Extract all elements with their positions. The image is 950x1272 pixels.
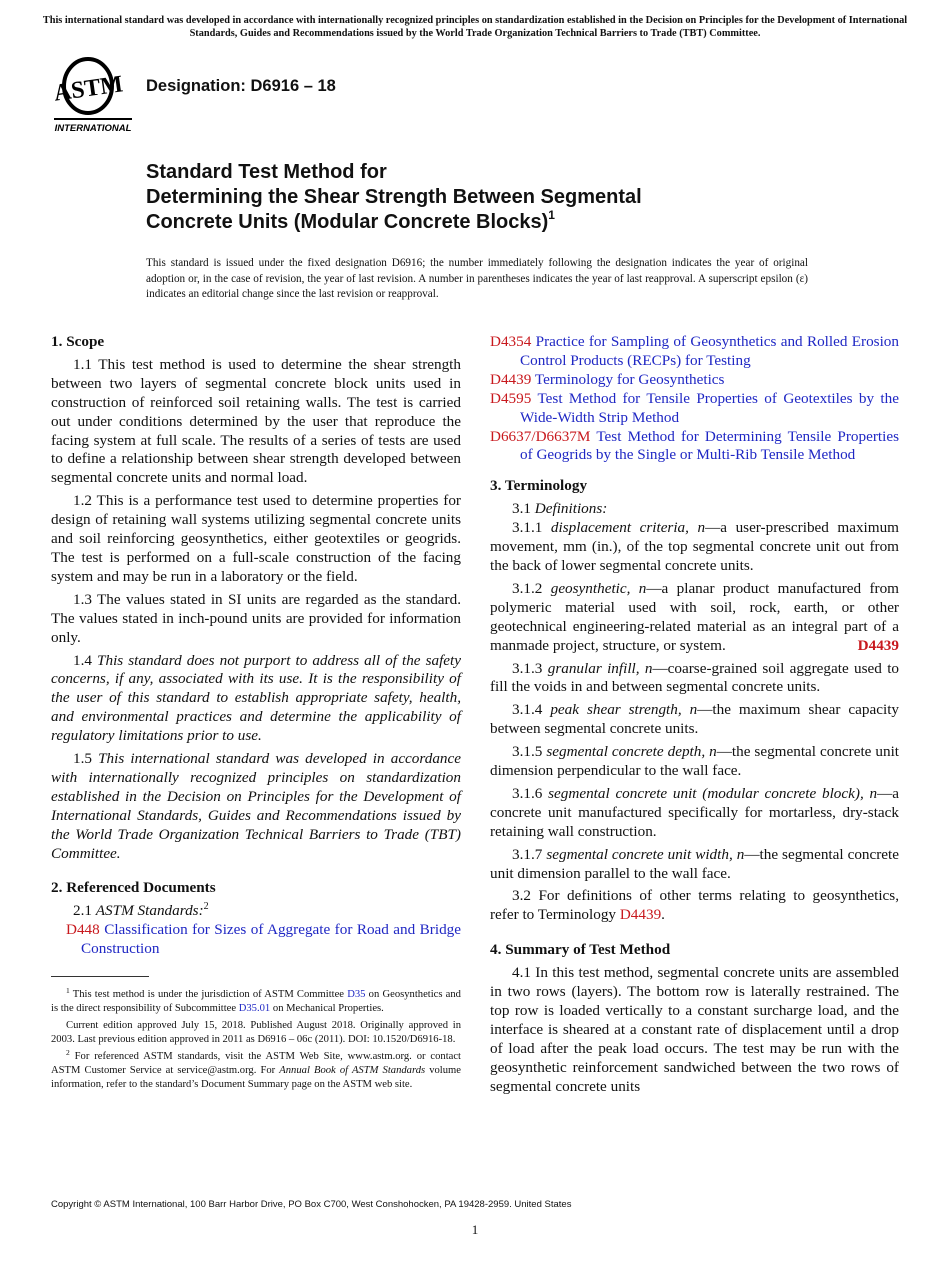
reference-item-d448[interactable] bbox=[51, 921, 461, 959]
terminology-3-2-text: 3.2 For definitions of other terms relating to geosynthetics, refer to Terminology bbox=[490, 887, 899, 924]
definition-num: 3.1.1 bbox=[512, 519, 543, 537]
definition-text: —a user-prescribed maximum movement, mm (in.), of the top segmental concrete unit out from the back of lower segmental concrete units. bbox=[490, 519, 899, 574]
definition-text: —the maximum shear capacity between segmental concrete units. bbox=[490, 701, 900, 738]
definitions-text: Definitions: bbox=[534, 500, 608, 518]
section-summary-heading: 4. Summary of Test Method bbox=[490, 941, 671, 959]
footnote-1 bbox=[51, 988, 461, 1016]
definition-term: geosynthetic, n bbox=[550, 579, 647, 597]
footnotes bbox=[51, 988, 461, 1095]
scope-1-4-text: This standard does not purport to address all of the safety concerns, if any, associated with its use. It is the responsibility of the user of this standard to establish appropriate safety, health, and environmental practices and determine the applicability of regulatory limitations prior to use. bbox=[51, 651, 462, 745]
svg-text:ASTM: ASTM bbox=[52, 71, 125, 107]
definition-text: —a planar product manufactured from polymeric material used with soil, rock, earth, or other geotechnical engineering-related material as an integral part of a manmade project, structure, or system. bbox=[490, 579, 899, 654]
definition-term: granular infill, n bbox=[547, 659, 653, 677]
definition-term: segmental concrete unit (modular concrete block), n bbox=[548, 784, 878, 802]
terminology-3-2-end: . bbox=[661, 906, 665, 924]
definition-item bbox=[490, 701, 899, 739]
definition-term: displacement criteria, n bbox=[550, 519, 706, 537]
definition-num: 3.1.4 bbox=[512, 701, 543, 719]
footnote-1-text-c: on Mechanical Properties. bbox=[272, 1003, 384, 1014]
scope-1-4 bbox=[51, 652, 461, 747]
title-line-3 bbox=[146, 210, 906, 235]
committee-link[interactable]: D35 bbox=[347, 989, 366, 1000]
scope-1-1: 1.1 This test method is used to determine the shear strength between two layers of segmental concrete block units used in construction of reinforced soil retaining walls. The test is carried out under conditions determined by the user that reproduce the facing system at full scale. The results of a series of tests are used to define a relationship between shear strength developed between segmental concrete units and normal load. bbox=[51, 355, 461, 487]
scope-1-2: 1.2 This is a performance test used to determine properties for design of retaining wall systems utilizing segmental concrete units and soil reinforcing geosynthetics, either geotextiles or geogrids. The test is performed on a full-scale construction of the facing system and may be run in a laboratory or the field. bbox=[51, 492, 461, 585]
definition-item bbox=[490, 660, 899, 698]
scope-1-5-text: This international standard was developed in accordance with internationally recognized principles on standardization established in the Decision on Principles for the Development of International Standards, Guides and Recommendations issued by the World Trade Organization Technical Barriers to Trade (TBT) Committee. bbox=[51, 750, 462, 862]
astm-standards-footnote-mark: 2 bbox=[203, 901, 209, 913]
footnote-2 bbox=[51, 1050, 461, 1092]
copyright-notice: Copyright © ASTM International, 100 Barr Harbor Drive, PO Box C700, West Conshohocken, PA 19428-2959. United States bbox=[51, 1199, 572, 1210]
reference-code[interactable]: D4595 bbox=[490, 389, 532, 407]
footnote-divider bbox=[51, 976, 149, 977]
scope-1-4-num: 1.4 bbox=[73, 651, 92, 669]
reference-title[interactable]: Test Method for Tensile Properties of Geotextiles by the Wide-Width Strip Method bbox=[520, 389, 899, 426]
reference-title[interactable]: Terminology for Geosynthetics bbox=[534, 370, 725, 388]
subcommittee-link[interactable]: D35.01 bbox=[238, 1003, 271, 1014]
reference-item-d4439[interactable] bbox=[490, 371, 899, 390]
scope-1-3: 1.3 The values stated in SI units are regarded as the standard. The values stated in inch-pound units are provided for information only. bbox=[51, 590, 461, 646]
title-line-3-text: Concrete Units (Modular Concrete Blocks) bbox=[146, 211, 549, 233]
definitions-num: 3.1 bbox=[512, 500, 531, 518]
page-number: 1 bbox=[471, 1222, 479, 1237]
summary-4-1: 4.1 In this test method, segmental concrete units are assembled in two rows (layers). The bottom row is laterally restrained. The top row is loaded vertically to a constant surcharge load, and the interface is sheared at a constant rate of displacement until a drop of load after the peak load occurs. The test may be run with the geosynthetic reinforcement sandwiched between the two rows of segmental concrete units bbox=[490, 964, 899, 1095]
definition-text: —a concrete unit manufactured specifically for mortarless, dry-stack retaining wall construction. bbox=[490, 784, 900, 840]
section-referenced-heading: 2. Referenced Documents bbox=[51, 879, 216, 897]
scope-1-5 bbox=[51, 750, 461, 863]
definition-term: segmental concrete depth, n bbox=[546, 743, 717, 761]
definition-item bbox=[490, 519, 899, 576]
reference-title[interactable]: Practice for Sampling of Geosynthetics and Rolled Erosion Control Products (RECPs) for Testing bbox=[520, 333, 899, 369]
definitions-label bbox=[490, 500, 899, 519]
svg-text:INTERNATIONAL: INTERNATIONAL bbox=[54, 123, 132, 134]
reference-title[interactable]: Test Method for Determining Tensile Properties of Geogrids by the Single or Multi-Rib Tensile Method bbox=[520, 427, 900, 464]
definition-text: —coarse-grained soil aggregate used to fill the voids in and between segmental concrete units. bbox=[490, 659, 900, 696]
reference-code[interactable]: D448 bbox=[66, 921, 100, 939]
definition-text: —the segmental concrete unit dimension parallel to the wall face. bbox=[490, 845, 900, 882]
tbt-notice: This international standard was developed in accordance with internationally recognized principles on standardization established in the Decision on Principles for the Development of International Standards, Guides and Recommendations issued by the World Trade Organization Technical Barriers to Trade (TBT) Committee. bbox=[42, 15, 908, 39]
astm-standards-num: 2.1 bbox=[73, 902, 92, 920]
title-footnote-mark: 1 bbox=[548, 208, 555, 222]
reference-code[interactable]: D6637/D6637M bbox=[490, 427, 591, 445]
definition-text: —the segmental concrete unit dimension perpendicular to the wall face. bbox=[490, 743, 900, 780]
definition-num: 3.1.7 bbox=[512, 845, 543, 863]
definition-num: 3.1.6 bbox=[512, 784, 543, 802]
reference-item-d6637[interactable] bbox=[490, 428, 899, 466]
reference-code[interactable]: D4439 bbox=[490, 370, 532, 388]
title-line-1: Standard Test Method for bbox=[146, 161, 387, 183]
definition-num: 3.1.2 bbox=[512, 579, 543, 597]
astm-standards-text: ASTM Standards: bbox=[95, 902, 204, 920]
definition-num: 3.1.3 bbox=[512, 659, 543, 677]
definition-term: peak shear strength, n bbox=[550, 701, 698, 719]
document-title bbox=[146, 160, 906, 235]
footnote-1-mark: 1 bbox=[66, 986, 70, 995]
left-column bbox=[51, 333, 461, 959]
footnote-edition: Current edition approved July 15, 2018. Published August 2018. Originally approved in 2003. Last previous edition approved in 2011 as D6916 – 06c (2011). DOI: 10.1520/D6916-18. bbox=[51, 1020, 461, 1045]
reference-item-d4595[interactable] bbox=[490, 390, 899, 428]
definition-source-link[interactable]: D4439 bbox=[857, 636, 899, 654]
footnote-2-text-b: volume information, refer to the standard’s Document Summary page on the ASTM web site. bbox=[51, 1065, 461, 1090]
designation: Designation: D6916 – 18 bbox=[146, 77, 336, 95]
definition-item bbox=[490, 846, 899, 884]
issuance-note: This standard is issued under the fixed designation D6916; the number immediately following the designation indicates the year of original adoption or, in the case of revision, the year of last revision. A number in parentheses indicates the year of last reapproval. A superscript epsilon (ε) indicates an editorial change since the last revision or reapproval. bbox=[146, 257, 808, 300]
reference-code[interactable]: D4354 bbox=[490, 333, 532, 350]
reference-title[interactable]: Classification for Sizes of Aggregate for Road and Bridge Construction bbox=[81, 921, 461, 958]
reference-item-d4354[interactable] bbox=[490, 333, 899, 371]
definition-item bbox=[490, 580, 899, 656]
astm-standards-label bbox=[51, 902, 461, 921]
definition-term: segmental concrete unit width, n bbox=[546, 845, 745, 863]
footnote-1-text-a: This test method is under the jurisdiction of ASTM Committee bbox=[72, 989, 345, 1000]
astm-logo-icon bbox=[52, 56, 134, 134]
title-line-2: Determining the Shear Strength Between Segmental bbox=[146, 186, 642, 208]
definition-item bbox=[490, 785, 899, 842]
right-column bbox=[490, 333, 899, 1101]
terminology-3-2 bbox=[490, 887, 899, 925]
definition-num: 3.1.5 bbox=[512, 743, 543, 761]
footnote-2-italic: Annual Book of ASTM Standards bbox=[279, 1065, 426, 1076]
footnote-2-text-a: For referenced ASTM standards, visit the ASTM Web Site, www.astm.org. or contact ASTM Customer Service at service@astm.org. For bbox=[51, 1051, 461, 1076]
section-scope-heading: 1. Scope bbox=[51, 333, 105, 350]
section-terminology-heading: 3. Terminology bbox=[490, 477, 588, 495]
scope-1-5-num: 1.5 bbox=[73, 750, 92, 768]
terminology-d4439-link[interactable]: D4439 bbox=[619, 906, 662, 924]
definition-item bbox=[490, 743, 899, 781]
footnote-1-text-b: on Geosynthetics and is the direct responsibility of Subcommittee bbox=[51, 989, 461, 1014]
footnote-2-mark: 2 bbox=[66, 1048, 70, 1057]
